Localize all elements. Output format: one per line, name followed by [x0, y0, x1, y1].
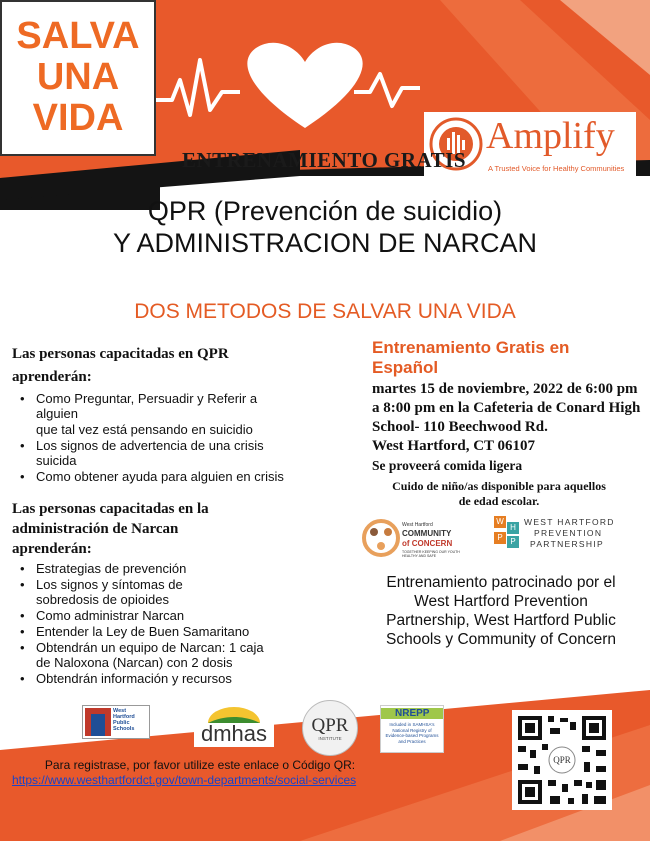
nrepp-logo — [380, 705, 444, 753]
coc-tagline: TOGETHER KEEPING OUR YOUTH HEALTHY AND SAFE — [402, 550, 460, 558]
list-item-continued-text: que tal vez está pensando en suicidio — [36, 422, 253, 437]
list-item: • Como obtener ayuda para alguien en crisis — [12, 469, 292, 484]
dmhas-wordmark: dmhas — [200, 721, 268, 746]
title-line-2: Y ADMINISTRACION DE NARCAN — [112, 228, 538, 258]
event-line-3: School- 110 Beechwood Rd. — [372, 419, 548, 435]
list-item-continued — [12, 422, 292, 437]
badge-line-2: UNA — [36, 56, 120, 98]
whpp-letter-p1: P — [494, 532, 506, 544]
heartbeat-line-right — [354, 74, 420, 106]
whpp-line-2: PREVENTION — [534, 528, 603, 538]
event-details — [372, 380, 647, 475]
narcan-heading-line-3: aprenderán: — [12, 541, 92, 557]
event-line-1: martes 15 de noviembre, 2022 de 6:00 pm — [372, 381, 638, 397]
qr-code[interactable] — [512, 710, 612, 810]
dmhas-logo — [194, 705, 274, 747]
narcan-heading-line-2: administración de Narcan — [12, 521, 179, 537]
whpp-line-1: WEST HARTFORD — [524, 517, 615, 527]
qpr-list — [12, 391, 292, 484]
whps-line-3: Public — [113, 720, 130, 726]
qpr-heading-line-1: Las personas capacitadas en QPR — [12, 346, 229, 362]
nrepp-wordmark: NREPP — [395, 708, 430, 719]
whpp-line-3: PARTNERSHIP — [530, 539, 604, 549]
list-item: • Los signos y síntomas de sobredosis de opioides — [12, 577, 206, 607]
amplify-wordmark: Amplify — [486, 115, 615, 157]
section-heading: DOS METODOS DE SALVAR UNA VIDA — [134, 300, 516, 323]
list-item: • Los signos de advertencia de una crisis suicida — [12, 438, 292, 468]
list-item: • Como administrar Narcan — [12, 608, 272, 623]
qpr-heading-line-2: aprenderán: — [12, 369, 92, 385]
whps-line-4: Schools — [113, 726, 135, 732]
people-circle-icon — [362, 516, 400, 560]
list-item: • Obtendrán información y recursos — [12, 671, 272, 686]
narcan-section — [12, 500, 357, 687]
title-line-1: QPR (Prevención de suicidio) — [147, 196, 503, 226]
salva-una-vida-badge — [0, 0, 156, 156]
narcan-heading-line-1: Las personas capacitadas en la — [12, 501, 209, 517]
qr-center-label: QPR — [553, 755, 571, 765]
whps-text — [113, 708, 135, 732]
coc-line-1: West Hartford — [402, 522, 433, 528]
childcare-line-1: Cuido de niño/as disponible para aquellos — [392, 479, 606, 493]
whps-line-2: Hartford — [113, 714, 135, 720]
free-training-subtitle: ENTRENAMIENTO GRATIS — [182, 148, 467, 172]
whps-logo — [82, 705, 150, 739]
event-line-4: West Hartford, CT 06107 — [372, 438, 536, 454]
whpp-letter-w: W — [494, 516, 506, 528]
qpr-institute-logo — [302, 700, 358, 756]
sponsor-line-3: Partnership, West Hartford Public — [386, 612, 616, 629]
sponsor-statement — [352, 573, 650, 649]
coc-line-2: COMMUNITY — [402, 529, 452, 538]
qpr-institute-text: INSTITUTE — [318, 736, 342, 741]
sponsor-line-2: West Hartford Prevention — [414, 593, 588, 610]
qpr-section — [12, 345, 357, 485]
heart-icon — [247, 43, 362, 128]
list-item: • Como Preguntar, Persuadir y Referir a alguien — [12, 391, 292, 421]
badge-line-3: VIDA — [32, 97, 124, 139]
whpp-letter-h: H — [507, 522, 519, 534]
list-item: • Obtendrán un equipo de Narcan: 1 caja de Naloxona (Narcan) con 2 dosis — [12, 640, 272, 670]
narcan-list — [12, 561, 272, 686]
event-line-5: Se proveerá comida ligera — [372, 458, 523, 473]
list-item: • Entender la Ley de Buen Samaritano — [12, 624, 272, 639]
event-line-2: a 8:00 pm en la Cafeteria de Conard High — [372, 400, 641, 416]
coc-line-3: of CONCERN — [402, 539, 453, 548]
qpr-wordmark: QPR — [311, 715, 349, 736]
sponsor-line-1: Entrenamiento patrocinado por el — [386, 574, 616, 591]
badge-line-1: SALVA — [16, 15, 140, 57]
heartbeat-line — [156, 60, 240, 115]
registration-link[interactable]: https://www.westhartfordct.gov/town-departments/social-services — [12, 773, 357, 787]
community-of-concern-logo — [362, 514, 472, 564]
list-item: • Estrategias de prevención — [12, 561, 272, 576]
whpp-logo — [494, 516, 634, 550]
nrepp-tagline: Included in SAMHSA's National Registry of Evidence-based Programs and Practices — [385, 722, 439, 744]
registration-text: Para registrase, por favor utilize este enlace o Código QR: — [44, 758, 356, 772]
childcare-line-2: de edad escolar. — [458, 494, 540, 508]
event-heading: Entrenamiento Gratis en Español — [372, 338, 570, 377]
whpp-letter-p2: P — [507, 536, 519, 548]
whps-line-1: West — [113, 708, 127, 714]
childcare-note — [368, 479, 630, 509]
sponsor-line-4: Schools y Community of Concern — [385, 631, 616, 648]
amplify-tagline: A Trusted Voice for Healthy Communities — [488, 164, 625, 173]
